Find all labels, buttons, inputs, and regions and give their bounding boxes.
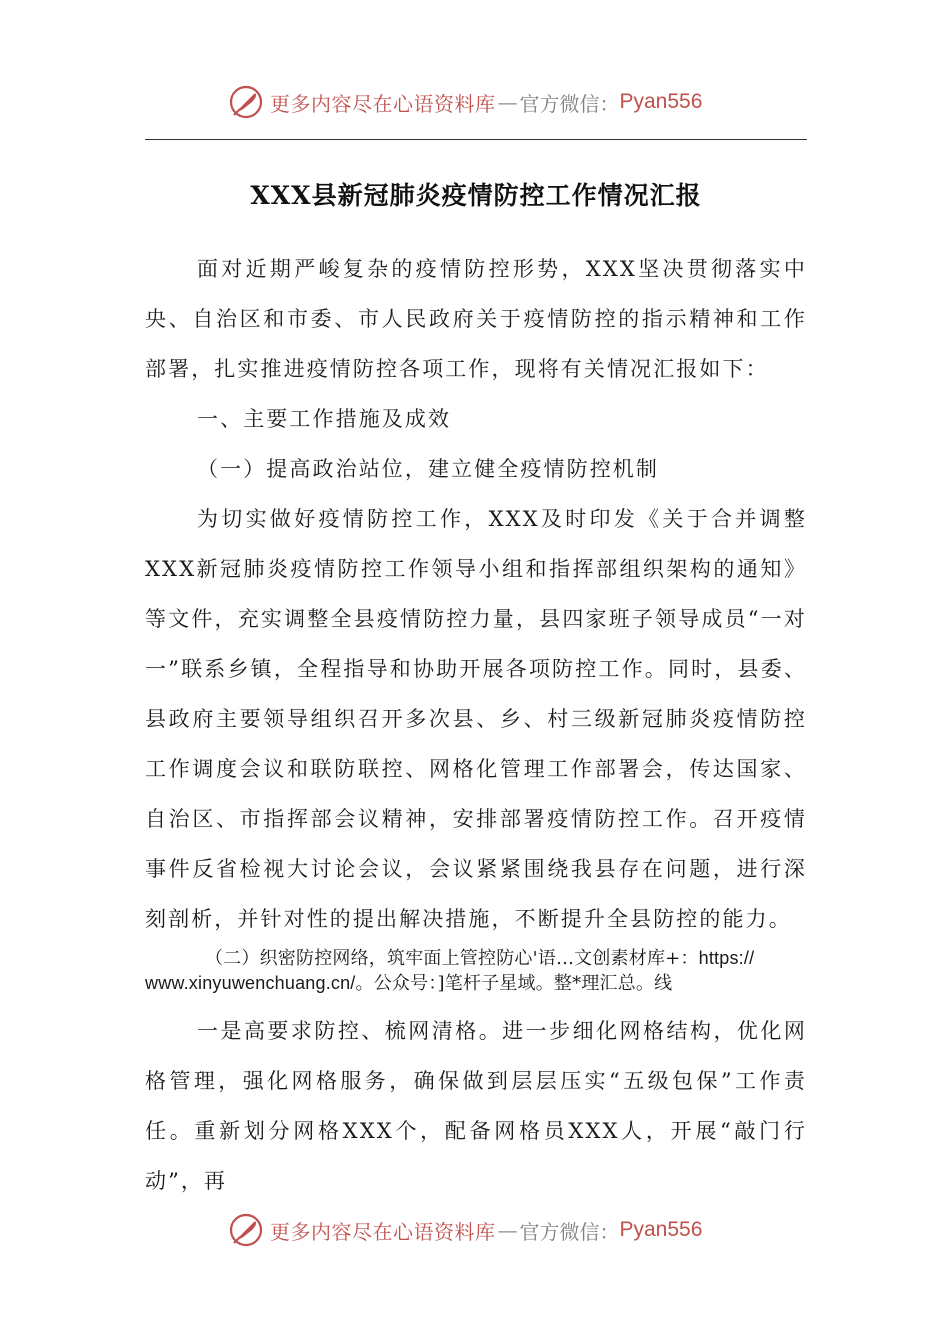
banner-slogan: 更多内容尽在心语资料库 (270, 91, 496, 116)
subsection-heading-2 (145, 946, 807, 996)
header-banner (228, 82, 748, 122)
banner-slogan: 更多内容尽在心语资料库 (270, 1219, 496, 1244)
document-title: XXX县新冠肺炎疫情防控工作情况汇报 (250, 181, 702, 210)
subsection-heading-2-text: （二）织密防控网络，筑牢面上管控防心'语…文创素材库+： (205, 948, 699, 969)
section-heading: 一、主要工作措施及成效 (197, 407, 452, 431)
watermark-url: www.xinyuwenchuang.cn/ (145, 973, 356, 993)
subsection-heading: （一）提高政治站位，建立健全疫情防控机制 (197, 457, 659, 481)
watermark-url-prefix: https:// (698, 948, 755, 968)
subsection-paragraph: 为切实做好疫情防控工作，XXX及时印发《关于合并调整XXX新冠肺炎疫情防控工作领导小组和指挥部组织架构的通知》等文件，充实调整全县疫情防控力量，县四家班子领导成员“一对一”联系乡镇，全程指导和协助开展各项防控工作。同时，县委、县政府主要领导组织召开多次县、乡、村三级新冠肺炎疫情防控工作调度会议和联防联控、网格化管理工作部署会，传达国家、自治区、市指挥部会议精神，安排部署疫情防控工作。召开疫情事件反省检视大讨论会议，会议紧紧围绕我县存在问题，进行深刻剖析，并针对性的提出解决措施，不断提升全县防控的能力。 (145, 507, 807, 931)
banner-wechat-id: Pyan556 (619, 90, 703, 113)
banner-separator: — (497, 90, 518, 114)
quill-logo-icon (228, 84, 264, 120)
subsection-paragraph-2: 一是高要求防控、梳网清格。进一步细化网格结构，优化网格管理，强化网格服务，确保做到层层压实“五级包保”工作责任。重新划分网格XXX个，配备网格员XXX人，开展“敲门行动”，再 (145, 1019, 807, 1193)
watermark-text: 。公众号：]笔杆子星域。整*理汇总。线 (355, 973, 673, 994)
intro-paragraph: 面对近期严峻复杂的疫情防控形势，XXX坚决贯彻落实中央、自治区和市委、市人民政府关于疫情防控的指示精神和工作部署，扎实推进疫情防控各项工作，现将有关情况汇报如下： (145, 257, 807, 381)
header-divider (145, 139, 807, 140)
quill-logo-icon (228, 1212, 264, 1248)
banner-wechat-id: Pyan556 (619, 1218, 703, 1241)
footer-banner (228, 1210, 748, 1250)
document-body (145, 244, 807, 1206)
banner-label: 官方微信： (519, 1219, 620, 1244)
banner-separator: — (497, 1218, 518, 1242)
banner-label: 官方微信： (519, 91, 620, 116)
